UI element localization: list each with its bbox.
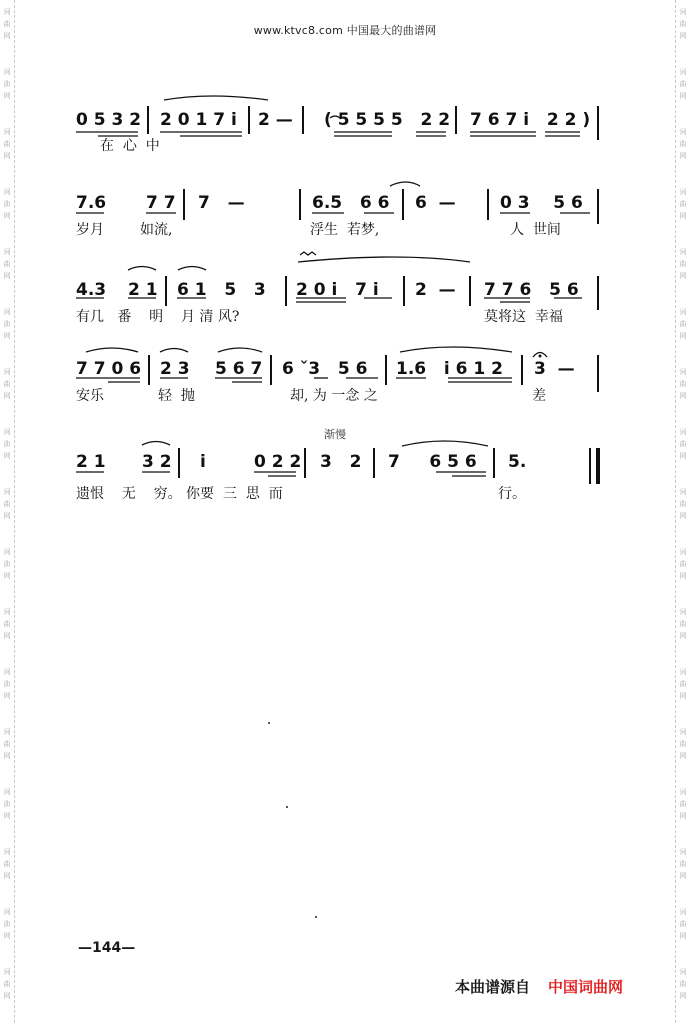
watermark-glyph: 曲 — [679, 740, 687, 748]
watermark-glyph: 曲 — [679, 320, 687, 328]
watermark-glyph: 网 — [679, 872, 687, 880]
watermark-glyph: 词 — [3, 8, 11, 16]
watermark-glyph: 词 — [679, 488, 687, 496]
page-header-url: www.ktvc8.com 中国最大的曲谱网 — [253, 24, 437, 37]
watermark-glyph: 曲 — [3, 980, 11, 988]
watermark-glyph: 词 — [3, 188, 11, 196]
watermark-glyph: 词 — [3, 788, 11, 796]
watermark-glyph: 网 — [3, 92, 11, 100]
watermark-glyph: 词 — [3, 248, 11, 256]
watermark-glyph: 曲 — [3, 80, 11, 88]
watermark-glyph: 曲 — [3, 200, 11, 208]
watermark-glyph: 曲 — [3, 920, 11, 928]
watermark-glyph: 曲 — [679, 80, 687, 88]
watermark-glyph: 网 — [679, 632, 687, 640]
lyric-text: 浮生 若梦, — [310, 222, 380, 238]
scan-speck — [268, 722, 270, 724]
note-group: 2 3 — [160, 359, 190, 379]
lyric-text: 有几 番 明 月 清 风? — [76, 309, 240, 325]
note-group: 6 — — [415, 193, 456, 213]
note-group: 7 6 5 6 — [388, 452, 477, 472]
watermark-glyph: 网 — [679, 32, 687, 40]
note-group: 6.5 6 6 — [312, 193, 390, 213]
watermark-glyph: 词 — [679, 308, 687, 316]
footer-source — [455, 976, 623, 997]
note-group: 2 0 1 7 i — [160, 110, 237, 130]
scan-speck — [315, 916, 317, 918]
watermark-glyph: 曲 — [3, 680, 11, 688]
watermark-glyph: 曲 — [3, 260, 11, 268]
note-group: 0 3 5 6 — [500, 193, 583, 213]
note-group: 6 ˇ3 5 6 — [282, 359, 368, 379]
page-number: —144— — [78, 940, 136, 956]
watermark-glyph: 词 — [679, 728, 687, 736]
watermark-glyph: 网 — [679, 932, 687, 940]
watermark-glyph: 网 — [679, 812, 687, 820]
lyric-text: 人 世间 — [510, 222, 561, 238]
watermark-glyph: 网 — [3, 152, 11, 160]
slur — [390, 182, 420, 186]
watermark-glyph: 词 — [679, 668, 687, 676]
watermark-glyph: 词 — [679, 188, 687, 196]
watermark-glyph: 网 — [679, 692, 687, 700]
watermark-glyph: 曲 — [679, 200, 687, 208]
note-group: 2 — — [415, 280, 456, 300]
watermark-glyph: 曲 — [679, 380, 687, 388]
lyric-text: 如流, — [140, 222, 173, 238]
watermark-glyph: 词 — [679, 908, 687, 916]
watermark-glyph: 词 — [679, 128, 687, 136]
watermark-glyph: 词 — [679, 848, 687, 856]
tempo-marking: 渐慢 — [324, 428, 346, 441]
lyric-text: 遗恨 无 穷。 你要 三 思 而 — [76, 486, 283, 502]
watermark-glyph: 网 — [3, 212, 11, 220]
watermark-glyph: 曲 — [3, 20, 11, 28]
note-group: 7 6 7 i 2 2 ) — [470, 110, 591, 130]
watermark-glyph: 曲 — [679, 20, 687, 28]
watermark-glyph: 网 — [3, 872, 11, 880]
watermark-glyph: 网 — [3, 392, 11, 400]
watermark-glyph: 曲 — [3, 320, 11, 328]
watermark-glyph: 网 — [679, 452, 687, 460]
watermark-glyph: 网 — [3, 692, 11, 700]
watermark-glyph: 词 — [3, 728, 11, 736]
slur — [160, 349, 188, 353]
watermark-glyph: 曲 — [679, 800, 687, 808]
watermark-glyph: 网 — [3, 512, 11, 520]
note-group: 1.6 i 6 1 2 — [396, 359, 503, 379]
watermark-glyph: 曲 — [679, 680, 687, 688]
watermark-glyph: 词 — [679, 968, 687, 976]
watermark-glyph: 曲 — [3, 380, 11, 388]
watermark-glyph: 曲 — [679, 140, 687, 148]
scan-speck — [286, 806, 288, 808]
watermark-glyph: 曲 — [3, 140, 11, 148]
watermark-glyph: 词 — [679, 68, 687, 76]
note-group: 2 0 i 7 i — [296, 280, 379, 300]
slur — [400, 347, 512, 352]
note-group: 5 6 7 — [215, 359, 263, 379]
note-group: 3 2 — [142, 452, 172, 472]
note-group: 3 — — [534, 359, 575, 379]
note-group: 5. — [508, 452, 527, 472]
slur — [164, 96, 268, 100]
footer-site-name: 中国词曲网 — [548, 978, 624, 996]
watermark-glyph: 词 — [3, 68, 11, 76]
watermark-glyph: 曲 — [3, 740, 11, 748]
watermark-glyph: 网 — [3, 632, 11, 640]
watermark-glyph: 词 — [3, 128, 11, 136]
watermark-glyph: 曲 — [3, 620, 11, 628]
watermark-glyph: 网 — [3, 752, 11, 760]
lyric-text: 行。 — [498, 486, 526, 502]
watermark-glyph: 词 — [3, 608, 11, 616]
lyric-text: 在 心 中 — [100, 138, 160, 154]
watermark-glyph: 网 — [679, 572, 687, 580]
watermark-glyph: 网 — [3, 992, 11, 1000]
watermark-glyph: 网 — [679, 92, 687, 100]
watermark-glyph: 网 — [679, 152, 687, 160]
ornament-mark — [300, 252, 316, 255]
note-group: ( 5 5 5 5 2 2 — [324, 110, 451, 130]
note-group: 2 1 — [128, 280, 158, 300]
note-group: 2 — — [258, 110, 293, 130]
watermark-glyph: 词 — [3, 368, 11, 376]
note-group: 0 2 2 — [254, 452, 302, 472]
watermark-glyph: 曲 — [679, 920, 687, 928]
watermark-glyph: 曲 — [679, 980, 687, 988]
watermark-glyph: 词 — [3, 308, 11, 316]
watermark-glyph: 词 — [3, 848, 11, 856]
watermark-glyph: 曲 — [679, 560, 687, 568]
slur — [178, 267, 206, 271]
note-group: 7 7 — [146, 193, 176, 213]
watermark-glyph: 词 — [679, 8, 687, 16]
watermark-glyph: 曲 — [3, 560, 11, 568]
watermark-glyph: 网 — [679, 392, 687, 400]
watermark-glyph: 网 — [679, 752, 687, 760]
lyric-text: 莫将这 幸福 — [484, 309, 563, 325]
note-group: 7 7 0 6 — [76, 359, 142, 379]
watermark-glyph: 网 — [3, 932, 11, 940]
watermark-glyph: 词 — [3, 908, 11, 916]
watermark-glyph: 曲 — [679, 620, 687, 628]
watermark-glyph: 网 — [679, 272, 687, 280]
watermark-glyph: 曲 — [3, 440, 11, 448]
note-group: i — [200, 452, 206, 472]
watermark-glyph: 网 — [3, 272, 11, 280]
note-group: 7 — — [198, 193, 245, 213]
note-group: 7.6 — [76, 193, 107, 213]
watermark-glyph: 曲 — [3, 500, 11, 508]
watermark-glyph: 词 — [3, 428, 11, 436]
lyric-text: 却, 为 一念 之 — [290, 388, 378, 404]
watermark-glyph: 曲 — [679, 440, 687, 448]
watermark-glyph: 词 — [3, 548, 11, 556]
note-group: 2 1 — [76, 452, 106, 472]
lyric-text: 安乐 — [76, 388, 104, 404]
watermark-glyph: 曲 — [3, 860, 11, 868]
watermark-glyph: 词 — [679, 608, 687, 616]
slur — [402, 441, 488, 446]
watermark-glyph: 网 — [3, 452, 11, 460]
watermark-glyph: 词 — [679, 548, 687, 556]
watermark-glyph: 词 — [3, 968, 11, 976]
slur — [128, 267, 156, 271]
slur — [218, 348, 262, 352]
lyric-text: 差 — [532, 388, 546, 404]
watermark-glyph: 网 — [679, 992, 687, 1000]
watermark-glyph: 词 — [679, 368, 687, 376]
watermark-glyph: 词 — [3, 488, 11, 496]
watermark-glyph: 网 — [679, 512, 687, 520]
watermark-glyph: 词 — [679, 428, 687, 436]
watermark-glyph: 网 — [3, 332, 11, 340]
watermark-glyph: 网 — [3, 812, 11, 820]
watermark-glyph: 曲 — [679, 260, 687, 268]
note-group: 0 5 3 2 — [76, 110, 142, 130]
note-group: 4.3 — [76, 280, 107, 300]
watermark-glyph: 词 — [3, 668, 11, 676]
slur — [86, 348, 138, 352]
watermark-glyph: 网 — [3, 32, 11, 40]
lyric-text: 轻 抛 — [158, 388, 195, 404]
watermark-glyph: 曲 — [679, 500, 687, 508]
note-group: 3 2 — [320, 452, 362, 472]
watermark-glyph: 词 — [679, 788, 687, 796]
watermark-glyph: 网 — [679, 332, 687, 340]
footer-source-label: 本曲谱源自 — [455, 978, 531, 996]
note-group: 6 1 5 3 — [177, 280, 266, 300]
watermark-glyph: 网 — [679, 212, 687, 220]
watermark-glyph: 词 — [679, 248, 687, 256]
watermark-glyph: 网 — [3, 572, 11, 580]
note-group: 7 7 6 5 6 — [484, 280, 579, 300]
watermark-glyph: 曲 — [679, 860, 687, 868]
slur — [298, 257, 470, 262]
watermark-glyph: 曲 — [3, 800, 11, 808]
slur — [142, 442, 170, 446]
lyric-text: 岁月 — [76, 222, 104, 238]
